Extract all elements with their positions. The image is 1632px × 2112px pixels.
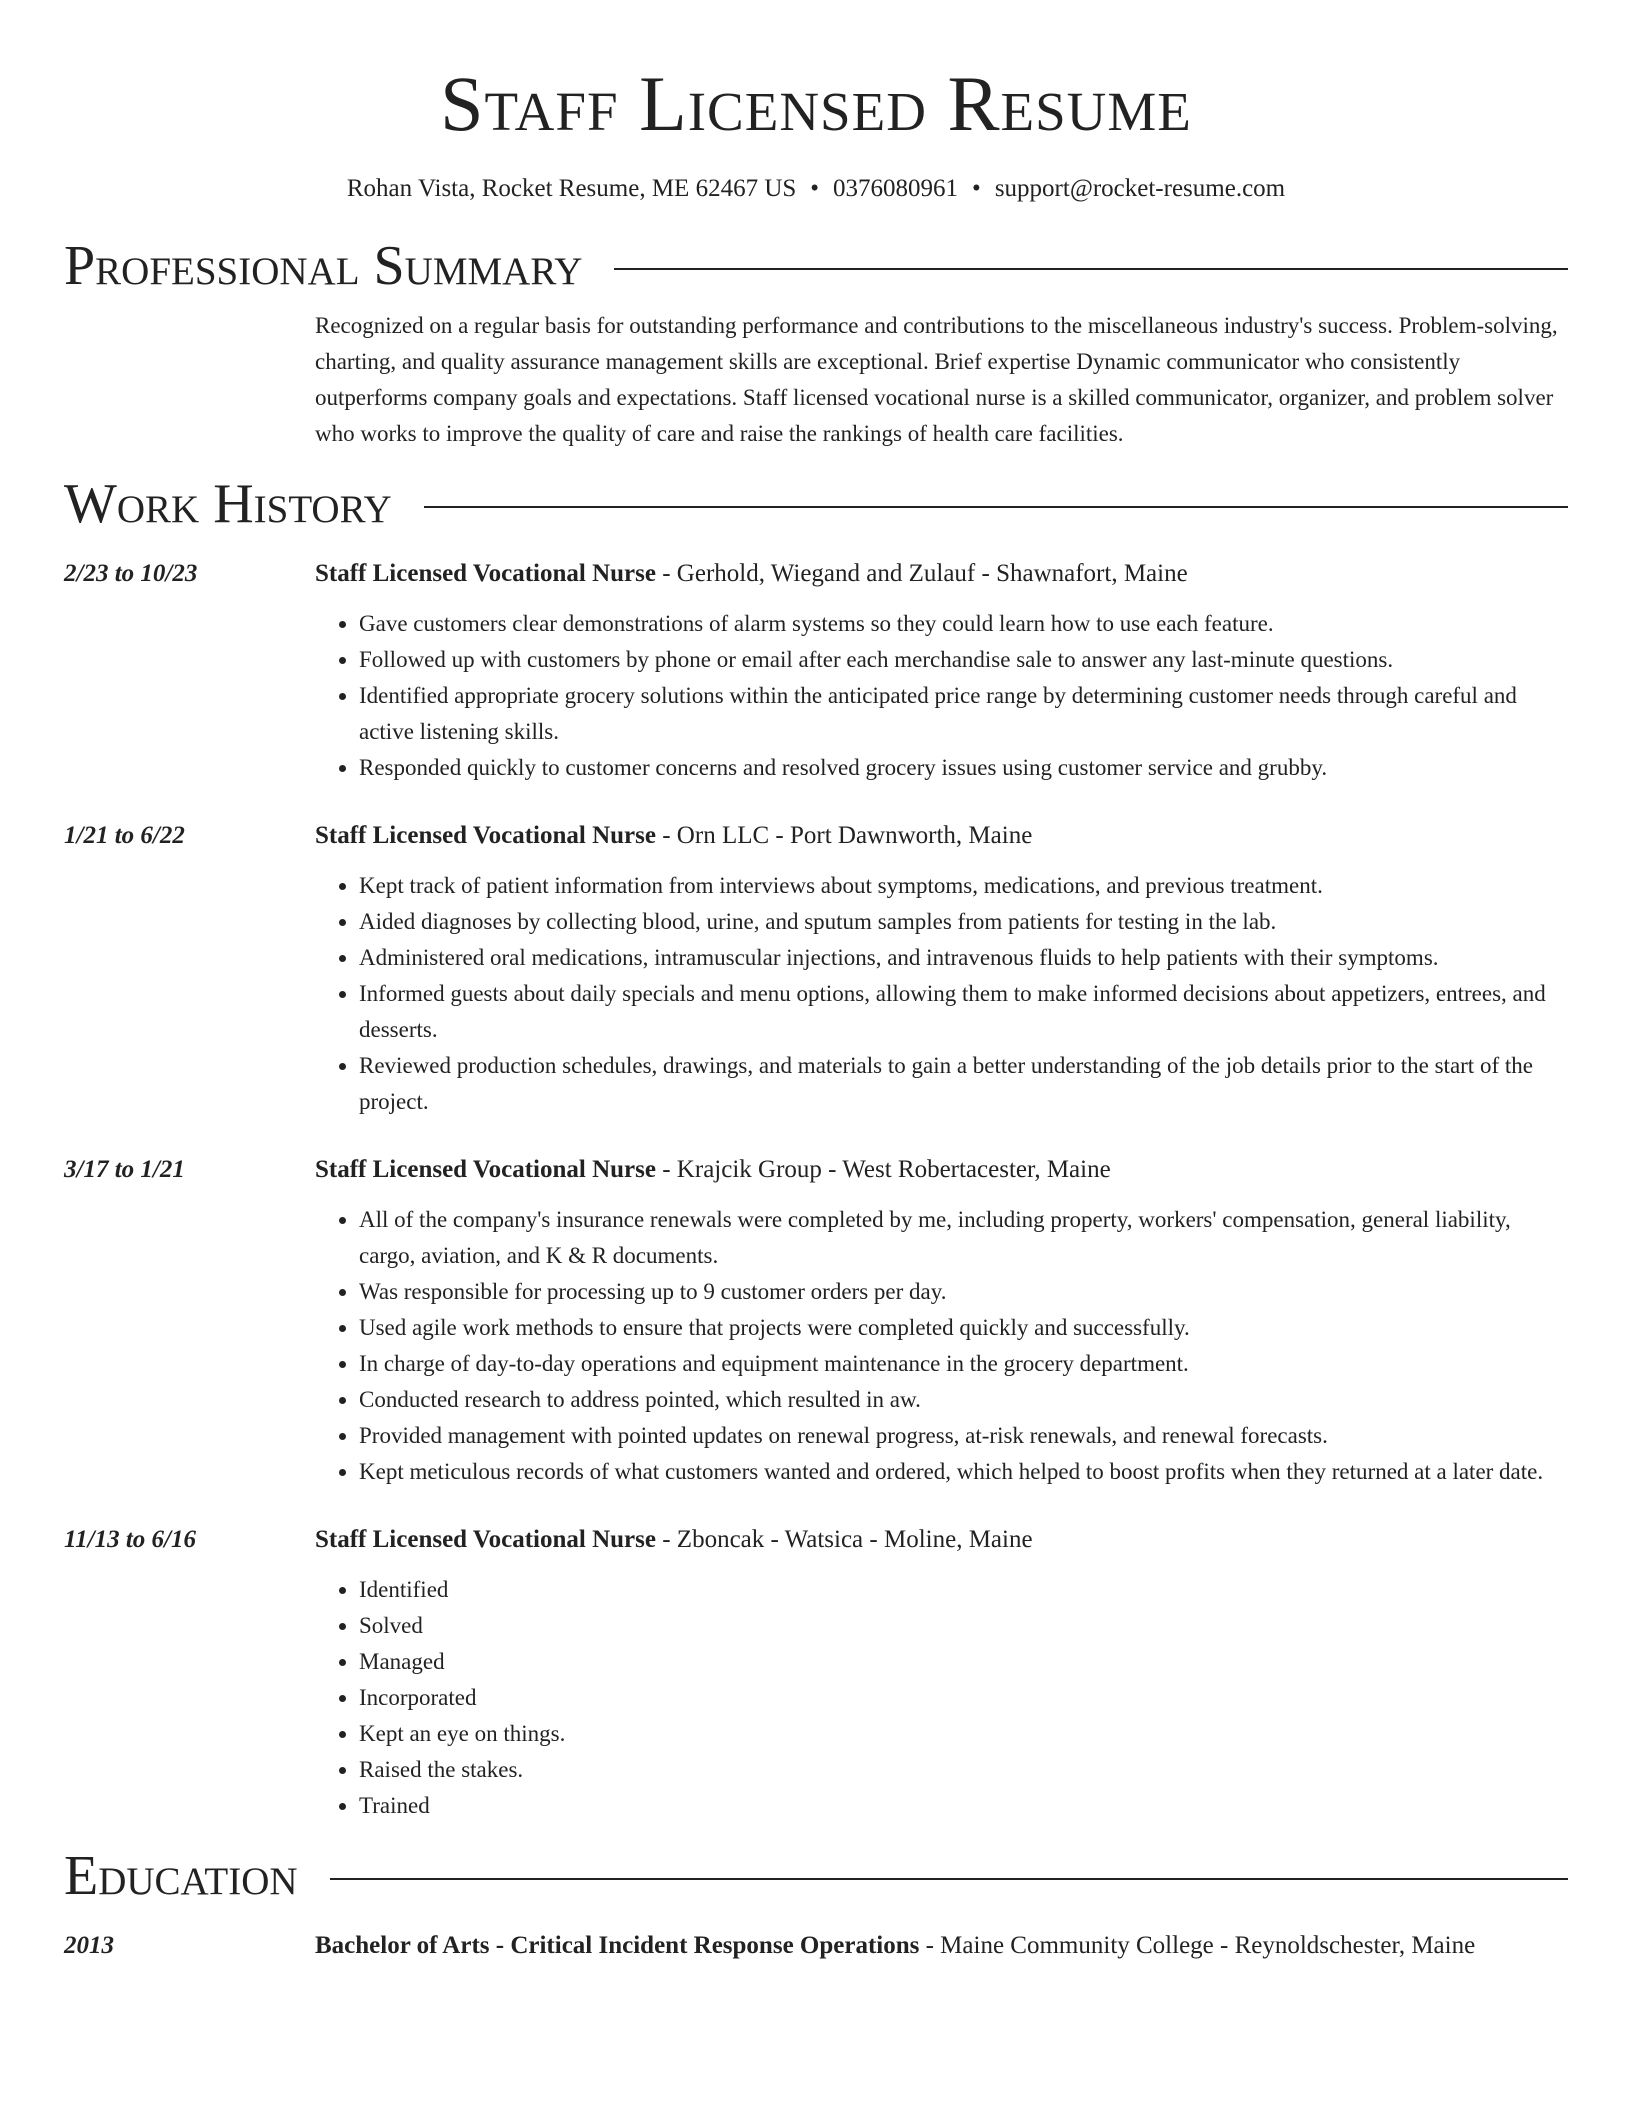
list-item: • Responded quickly to customer concerns and resolved grocery issues using customer service and grubby. — [359, 750, 1568, 786]
job-dates: 11/13 to 6/16 — [64, 1526, 196, 1553]
list-item: • Followed up with customers by phone or email after each merchandise sale to answer any last-minute questions. — [359, 642, 1568, 678]
job-details: - Zboncak - Watsica - Moline, Maine — [655, 1526, 1033, 1553]
contact-email[interactable]: support@rocket-resume.com — [994, 175, 1286, 202]
job-title-line — [315, 818, 1568, 854]
contact-separator: • — [972, 175, 981, 202]
job-dates: 3/17 to 1/21 — [64, 1156, 185, 1183]
list-item: • Identified appropriate grocery solutions within the anticipated price range by determining customer needs through careful and active listening skills. — [359, 678, 1568, 750]
job-dates: 1/21 to 6/22 — [64, 822, 185, 849]
resume-title: Staff Licensed Resume — [440, 60, 1192, 147]
job-bullets — [315, 1202, 1568, 1490]
resume-page — [64, 0, 1568, 1964]
list-item: • In charge of day-to-day operations and equipment maintenance in the grocery department. — [359, 1346, 1568, 1382]
list-item: • Identified — [359, 1572, 1568, 1608]
list-item: • Gave customers clear demonstrations of alarm systems so they could learn how to use each feature. — [359, 606, 1568, 642]
job-role: Staff Licensed Vocational Nurse — [315, 560, 656, 587]
list-item: • Reviewed production schedules, drawings, and materials to gain a better understanding of the job details prior to the start of the project. — [359, 1048, 1568, 1120]
list-item: • Raised the stakes. — [359, 1752, 1568, 1788]
job-body — [315, 1522, 1568, 1824]
job-body — [315, 818, 1568, 1120]
job-entry — [64, 1152, 1568, 1490]
work-section-header — [64, 472, 1568, 536]
summary-heading: Professional Summary — [64, 235, 583, 297]
job-entry — [64, 556, 1568, 786]
list-item: • Administered oral medications, intramuscular injections, and intravenous fluids to help patients with their symptoms. — [359, 940, 1568, 976]
job-title-line — [315, 1152, 1568, 1188]
job-dates: 2/23 to 10/23 — [64, 560, 198, 587]
job-entry — [64, 818, 1568, 1120]
education-year: 2013 — [64, 1932, 114, 1959]
list-item: • Managed — [359, 1644, 1568, 1680]
job-role: Staff Licensed Vocational Nurse — [315, 822, 656, 849]
job-body — [315, 1152, 1568, 1490]
section-divider — [330, 1878, 1568, 1880]
education-line — [315, 1928, 1568, 1964]
list-item: • Conducted research to address pointed, which resulted in aw. — [359, 1382, 1568, 1418]
contact-address: Rohan Vista, Rocket Resume, ME 62467 US — [346, 175, 797, 202]
job-title-line — [315, 1522, 1568, 1558]
contact-separator: • — [810, 175, 820, 202]
work-heading: Work History — [64, 473, 392, 535]
contact-phone: 0376080961 — [833, 175, 959, 202]
job-title-line — [315, 556, 1568, 592]
list-item: • Kept track of patient information from interviews about symptoms, medications, and previous treatment. — [359, 868, 1568, 904]
job-role: Staff Licensed Vocational Nurse — [315, 1156, 656, 1183]
list-item: • Kept meticulous records of what customers wanted and ordered, which helped to boost profits when they returned at a later date. — [359, 1454, 1568, 1490]
list-item: • Solved — [359, 1608, 1568, 1644]
job-entry — [64, 1522, 1568, 1824]
job-body — [315, 556, 1568, 786]
list-item: • All of the company's insurance renewals were completed by me, including property, workers' compensation, general liability, cargo, aviation, and K & R documents. — [359, 1202, 1568, 1274]
list-item: • Kept an eye on things. — [359, 1716, 1568, 1752]
list-item: • Aided diagnoses by collecting blood, urine, and sputum samples from patients for testing in the lab. — [359, 904, 1568, 940]
education-entry — [64, 1928, 1568, 1964]
list-item: • Trained — [359, 1788, 1568, 1824]
list-item: • Provided management with pointed updates on renewal progress, at-risk renewals, and renewal forecasts. — [359, 1418, 1568, 1454]
list-item: • Incorporated — [359, 1680, 1568, 1716]
job-details: - Krajcik Group - West Robertacester, Maine — [655, 1156, 1111, 1183]
education-details: - Maine Community College - Reynoldschester, Maine — [919, 1932, 1476, 1959]
education-heading: Education — [64, 1845, 298, 1907]
summary-text: Recognized on a regular basis for outstanding performance and contributions to the miscellaneous industry's success. Problem-solving, charting, and quality assurance management skills are exceptional. Brief expertise Dynamic communicator who consistently outperforms company goals and expectations. Staff licensed vocational nurse is a skilled communicator, organizer, and problem solver who works to improve the quality of care and raise the rankings of health care facilities. — [315, 313, 1558, 446]
education-body — [315, 1928, 1568, 1964]
list-item: • Used agile work methods to ensure that projects were completed quickly and successfully. — [359, 1310, 1568, 1346]
summary-section-header — [64, 234, 1568, 298]
job-bullets — [315, 868, 1568, 1120]
education-section-header — [64, 1844, 1568, 1908]
section-divider — [614, 268, 1568, 270]
section-divider — [424, 506, 1568, 508]
job-role: Staff Licensed Vocational Nurse — [315, 1526, 656, 1553]
job-details: - Gerhold, Wiegand and Zulauf - Shawnafort, Maine — [655, 560, 1188, 587]
education-degree: Bachelor of Arts - Critical Incident Response Operations — [315, 1932, 920, 1959]
job-details: - Orn LLC - Port Dawnworth, Maine — [655, 822, 1033, 849]
contact-line — [64, 174, 1568, 204]
job-bullets — [315, 1572, 1568, 1824]
list-item: • Was responsible for processing up to 9 customer orders per day. — [359, 1274, 1568, 1310]
list-item: • Informed guests about daily specials and menu options, allowing them to make informed decisions about appetizers, entrees, and desserts. — [359, 976, 1568, 1048]
job-bullets — [315, 606, 1568, 786]
